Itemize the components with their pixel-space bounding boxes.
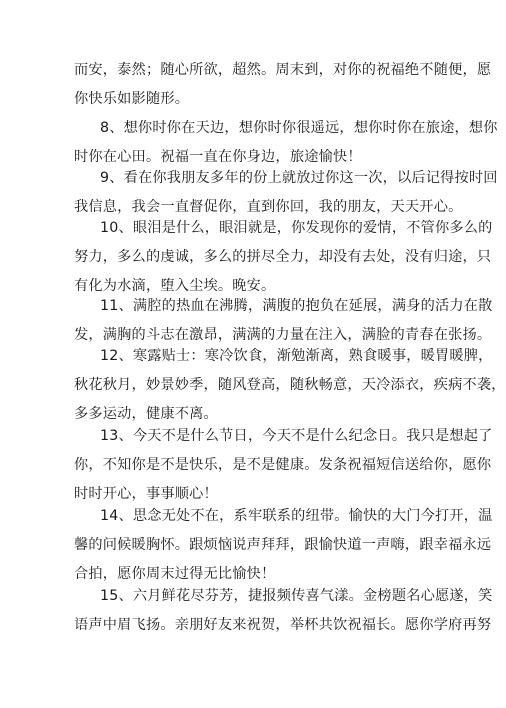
paragraph-10: [74, 214, 493, 301]
text-line: 12、寒露贴士：寒冷饮食，渐勉渐离，熟食暖事，暖胃暖脾，: [100, 348, 493, 364]
text-line: 合拍，愿你周末过得无比愉快！: [74, 566, 276, 582]
text-line: 10、眼泪是什么，眼泪就是，你发现你的爱情，不管你多么的: [100, 220, 493, 236]
text-line: 时时开心，事事顺心！: [74, 486, 218, 502]
text-line: 我信息，我会一直督促你，直到你回，我的朋友，天天开心。: [74, 199, 463, 215]
text-line: 努力，多么的虔诚，多么的拼尽全力，却没有去处，没有归途，只: [74, 249, 492, 265]
text-line: 9、看在你我朋友多年的份上就放过你这一次，以后记得按时回: [100, 170, 498, 186]
text-line: 时你在心田。祝福一直在你身边，旅途愉快！: [74, 149, 362, 165]
text-line: 8、想你时你在天边，想你时你很遥远，想你时你在旅途，想你: [100, 120, 498, 136]
text-line: 馨的问候暖胸怀。跟烦恼说声拜拜，跟愉快道一声嗨，跟幸福永远: [74, 537, 492, 553]
paragraph-12: [74, 342, 506, 429]
text-line: 你快乐如影随形。: [74, 91, 190, 107]
text-line: 而安，泰然；随心所欲，超然。周末到，对你的祝福绝不随便，愿: [74, 62, 492, 78]
text-line: 有化为水滴，堕入尘埃。晚安。: [74, 278, 276, 294]
text-line: 秋花秋月，妙景妙季，随风登高，随秋畅意，天冷添衣，疾病不袭，: [74, 377, 506, 393]
text-line: 11、满腔的热血在沸腾，满腹的抱负在延展，满身的活力在散: [100, 298, 493, 314]
text-line: 发，满胸的斗志在激昂，满满的力量在注入，满脸的青春在张扬。: [74, 327, 492, 343]
text-line: 你，不知你是不是快乐，是不是健康。发条祝福短信送给你，愿你: [74, 457, 492, 473]
text-line: 15、六月鲜花尽芬芳，捷报频传喜气漾。金榜题名心愿遂，笑: [100, 588, 493, 604]
paragraph-14: [74, 502, 493, 589]
text-line: 多多运动，健康不离。: [74, 406, 218, 422]
paragraph-13: [74, 422, 493, 509]
text-line: 13、今天不是什么节日，今天不是什么纪念日。我只是想起了: [100, 428, 493, 444]
paragraph-15: [74, 582, 493, 640]
paragraph-7-tail: [74, 56, 492, 114]
text-line: 14、思念无处不在，系牢联系的纽带。愉快的大门今打开，温: [100, 508, 493, 524]
text-line: 语声中眉飞扬。亲朋好友来祝贺，举杯共饮祝福长。愿你学府再努: [74, 617, 492, 633]
